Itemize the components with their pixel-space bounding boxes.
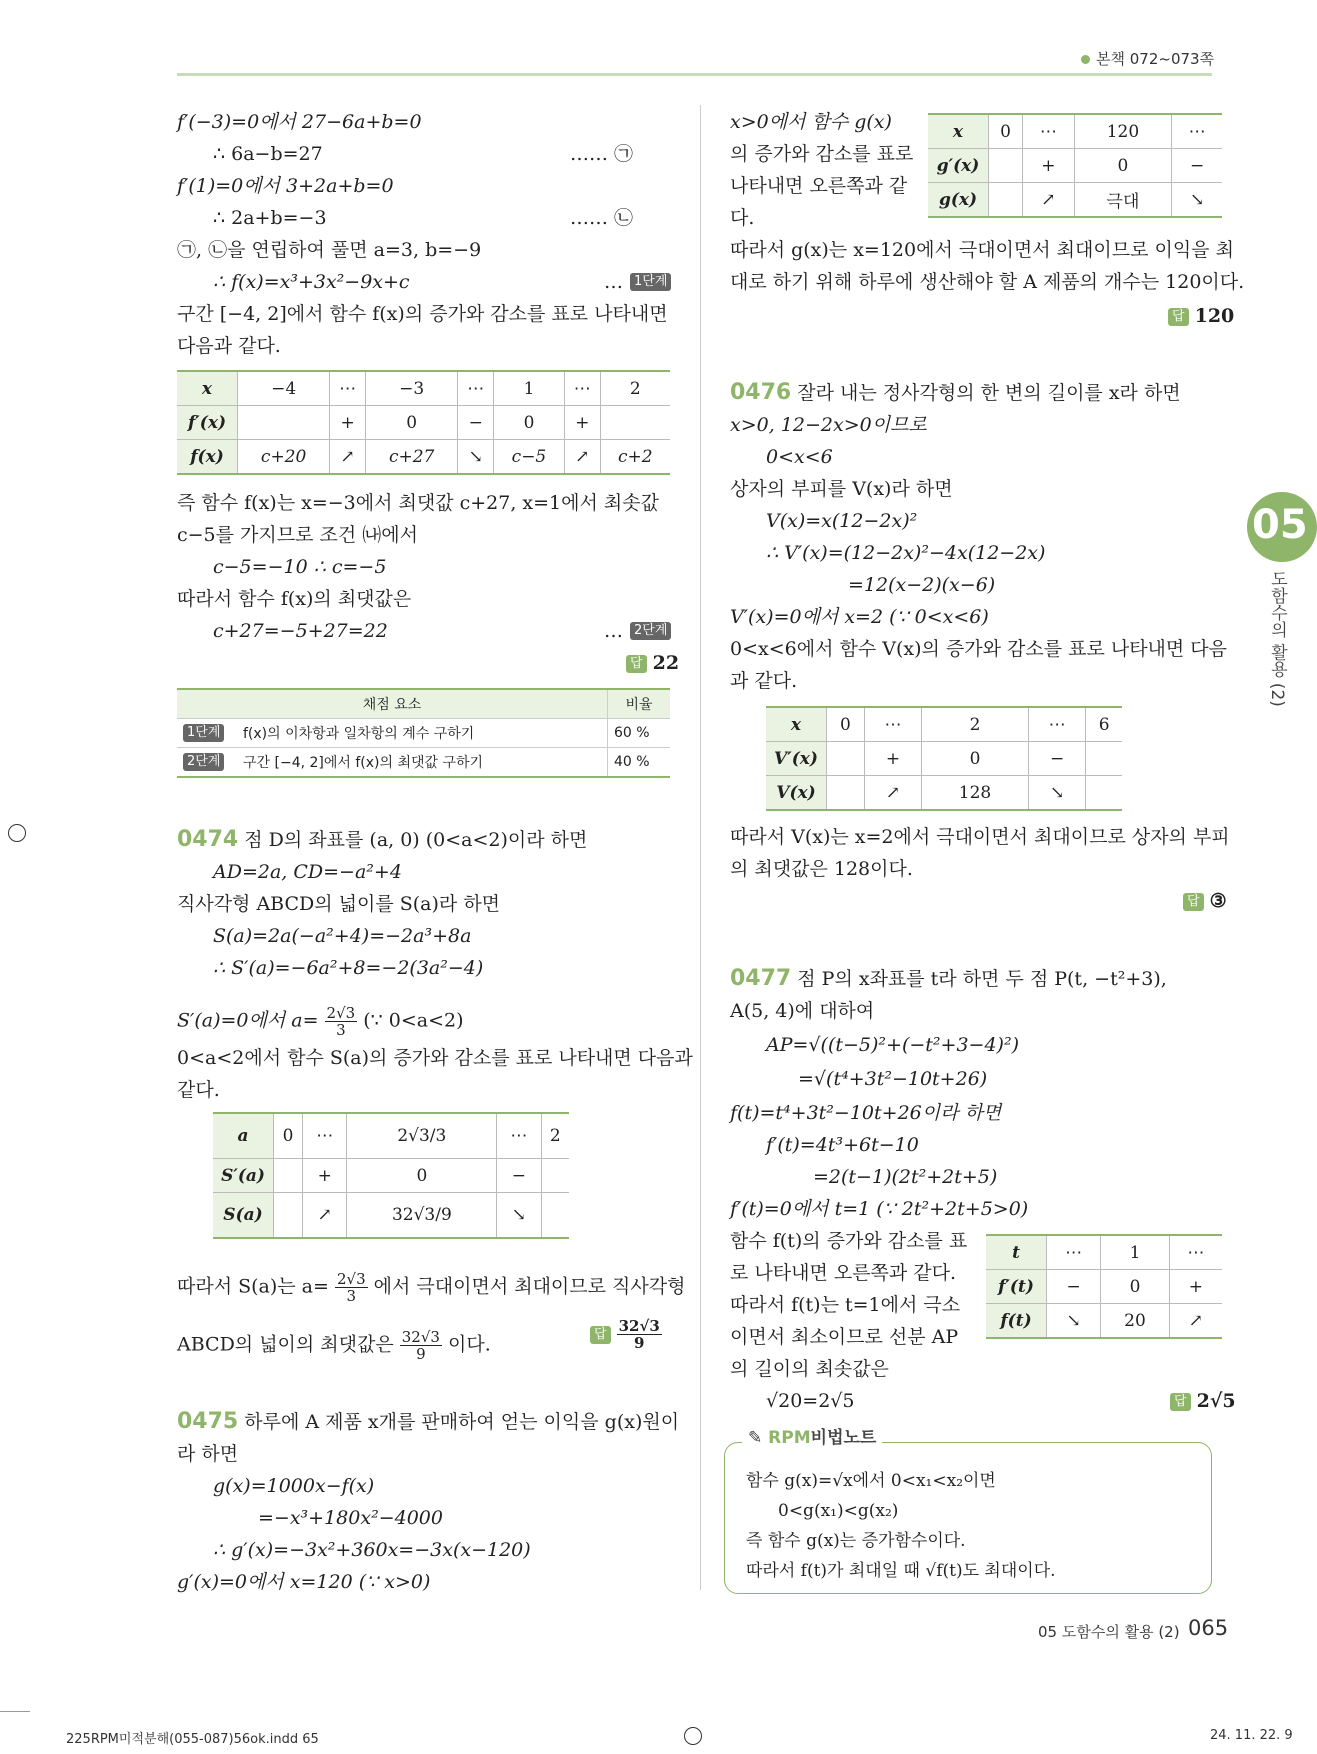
table-cell: − — [497, 1159, 541, 1193]
problem-0474-line-2: AD=2a, CD=−a²+4 — [213, 861, 402, 883]
problem-0474-line-7: 0<a<2에서 함수 S(a)의 증가와 감소를 표로 나타내면 다음과 — [177, 1047, 693, 1069]
table-cell: c+2 — [600, 440, 670, 475]
table-cell: ↗ — [1023, 183, 1075, 218]
table-cell: ⋯ — [1047, 1235, 1101, 1270]
problem-0474-line-3: 직사각형 ABCD의 넓이를 S(a)라 하면 — [177, 893, 501, 915]
numerator: 32√3 — [401, 1328, 440, 1346]
table-cell: f(x) — [177, 440, 238, 475]
table-cell: ⋯ — [1028, 707, 1085, 742]
table-cell: f′(t) — [986, 1270, 1047, 1304]
table-cell: S(a) — [213, 1193, 274, 1239]
table-cell — [989, 149, 1023, 183]
registration-mark-icon — [684, 1727, 702, 1745]
table-cell: 2√3/3 — [347, 1113, 497, 1159]
table-cell: 2 — [922, 707, 1029, 742]
answer-1 — [626, 652, 679, 674]
table-cell: − — [1047, 1270, 1101, 1304]
table-cell: ⋯ — [330, 371, 366, 406]
table-cell: 128 — [922, 776, 1029, 811]
problem-0477-line-4: =√(t⁴+3t²−10t+26) — [798, 1068, 988, 1090]
table-cell: f(x)의 이차항과 일차항의 계수 구하기 — [237, 719, 608, 748]
problem-0476-line-8: V′(x)=0에서 x=2 (∵ 0<x<6) — [730, 606, 989, 628]
eq-line-9: 즉 함수 f(x)는 x=−3에서 최댓값 c+27, x=1에서 최솟값 — [177, 492, 659, 514]
table-row — [213, 1113, 569, 1159]
answer-mark: 답 — [626, 655, 647, 673]
problem-0475-line-2: 라 하면 — [177, 1443, 239, 1465]
table-cell — [827, 742, 865, 776]
problem-0475-line-6: g′(x)=0에서 x=120 (∵ x>0) — [177, 1571, 431, 1593]
problem-0477-line-3: AP=√((t−5)²+(−t²+3−4)²) — [766, 1034, 1019, 1056]
r-0475-line-5: 따라서 g(x)는 x=120에서 극대이면서 최대이므로 이익을 최 — [730, 239, 1234, 261]
table-cell: + — [1023, 149, 1075, 183]
table-cell: g′(x) — [928, 149, 989, 183]
table-cell: ⋯ — [458, 371, 494, 406]
table-row — [213, 1193, 569, 1239]
table-ft — [986, 1234, 1222, 1339]
table-cell: ↘ — [1172, 183, 1222, 218]
table-cell: 0 — [366, 406, 458, 440]
table-cell: 0 — [922, 742, 1029, 776]
table-cell: ↘ — [1028, 776, 1085, 811]
header-dot — [1081, 55, 1090, 64]
table-cell — [541, 1159, 569, 1193]
problem-text: 이다. — [448, 1333, 491, 1356]
problem-0474-line-8: 같다. — [177, 1079, 220, 1101]
table-cell: 6 — [1086, 707, 1122, 742]
eq-line-5: ㉠, ㉡을 연립하여 풀면 a=3, b=−9 — [177, 239, 482, 261]
fraction — [617, 1318, 662, 1351]
table-cell: 2 — [600, 371, 670, 406]
table-cell: 1 — [494, 371, 565, 406]
table-cell: 120 — [1074, 114, 1171, 149]
footer-file: 225RPM미적분해(055-087)56ok.indd 65 — [66, 1732, 319, 1747]
answer-mark: 답 — [1183, 893, 1204, 911]
table-cell: − — [1028, 742, 1085, 776]
answer-0474 — [590, 1318, 662, 1351]
note-line-4: 따라서 f(t)가 최대일 때 √f(t)도 최대이다. — [746, 1561, 1056, 1581]
table-row — [986, 1235, 1222, 1270]
table-cell: 구간 [−4, 2]에서 f(x)의 최댓값 구하기 — [237, 748, 608, 778]
table-cell — [274, 1193, 303, 1239]
eq-line-3: f′(1)=0에서 3+2a+b=0 — [177, 175, 394, 197]
problem-id: 0475 — [177, 1409, 239, 1434]
table-cell — [827, 776, 865, 811]
registration-mark-icon — [8, 824, 26, 842]
denominator: 9 — [416, 1345, 426, 1363]
table-cell: x — [928, 114, 989, 149]
problem-0474-line-1 — [177, 829, 587, 851]
table-cell: f′(x) — [177, 406, 238, 440]
table-cell: 32√3/9 — [347, 1193, 497, 1239]
answer-value: 22 — [652, 652, 680, 674]
table-row — [177, 406, 670, 440]
column-divider — [700, 105, 701, 1590]
table-row — [177, 689, 670, 719]
problem-text: 따라서 S(a)는 a= — [177, 1275, 329, 1298]
table-row — [986, 1304, 1222, 1339]
grading-table — [177, 688, 670, 778]
problem-0477-line-9: 함수 f(t)의 증가와 감소를 표 — [730, 1230, 968, 1252]
table-cell: −4 — [238, 371, 330, 406]
table-cell: 극대 — [1074, 183, 1171, 218]
r-0475-line-1: x>0에서 함수 g(x) — [730, 111, 892, 133]
table-fx — [177, 370, 670, 475]
problem-0477-line-2: A(5, 4)에 대하여 — [730, 1000, 875, 1022]
problem-0477-line-12: 이면서 최소이므로 선분 AP — [730, 1326, 959, 1348]
table-cell: ⋯ — [1169, 1235, 1222, 1270]
problem-text: (∵ 0<a<2) — [363, 1009, 464, 1032]
eq-line-11: c−5=−10 ∴ c=−5 — [213, 556, 387, 578]
table-cell: ↗ — [303, 1193, 347, 1239]
footer-chapter: 05 도함수의 활용 (2) — [1038, 1623, 1180, 1641]
answer-0477 — [1170, 1390, 1236, 1412]
problem-0476-line-9: 0<x<6에서 함수 V(x)의 증가와 감소를 표로 나타내면 다음 — [730, 638, 1227, 660]
table-cell: 0 — [827, 707, 865, 742]
problem-0477-line-13: 의 길이의 최솟값은 — [730, 1358, 889, 1380]
footer-rule — [0, 1711, 30, 1712]
table-cell: 2 — [541, 1113, 569, 1159]
problem-0476-line-11: 따라서 V(x)는 x=2에서 극대이면서 최대이므로 상자의 부피 — [730, 826, 1230, 848]
problem-0476-line-6: ∴ V′(x)=(12−2x)²−4x(12−2x) — [766, 542, 1046, 564]
answer-value: 120 — [1194, 305, 1235, 327]
problem-id: 0477 — [730, 966, 792, 991]
table-cell: f(t) — [986, 1304, 1047, 1339]
eq-line-2: ∴ 6a−b=27 — [213, 143, 323, 165]
answer-mark: 답 — [590, 1326, 611, 1344]
answer-value: ③ — [1209, 890, 1227, 912]
table-row — [177, 371, 670, 406]
table-cell — [541, 1193, 569, 1239]
problem-0474-conclusion-1 — [177, 1271, 685, 1304]
numerator: 2√3 — [336, 1270, 366, 1288]
table-cell: ↗ — [1169, 1304, 1222, 1339]
note-line-3: 즉 함수 g(x)는 증가함수이다. — [746, 1531, 966, 1551]
table-cell: 40 % — [608, 748, 671, 778]
table-row — [177, 440, 670, 475]
table-cell: − — [1172, 149, 1222, 183]
table-row — [928, 183, 1222, 218]
table-cell: ↘ — [458, 440, 494, 475]
problem-0475-line-4: =−x³+180x²−4000 — [258, 1507, 443, 1529]
table-cell: − — [458, 406, 494, 440]
table-row — [766, 776, 1122, 811]
table-cell — [238, 406, 330, 440]
table-cell: + — [303, 1159, 347, 1193]
table-cell: + — [330, 406, 366, 440]
table-cell: + — [564, 406, 600, 440]
problem-text: 잘라 내는 정사각형의 한 변의 길이를 x라 하면 — [797, 382, 1181, 404]
problem-text: 점 D의 좌표를 (a, 0) (0<a<2)이라 하면 — [244, 829, 588, 851]
eq-line-4: ∴ 2a+b=−3 — [213, 207, 327, 229]
problem-0474-conclusion-2 — [177, 1329, 491, 1362]
step2-badge: 2단계 — [630, 622, 671, 640]
footer-date: 24. 11. 22. 9 — [1210, 1728, 1293, 1743]
fraction — [400, 1329, 442, 1362]
numerator: 2√3 — [326, 1004, 356, 1022]
table-cell: ⋯ — [303, 1113, 347, 1159]
table-cell: x — [766, 707, 827, 742]
eq-mark-2: …… ㉡ — [570, 207, 634, 229]
problem-text: 에서 극대이면서 최대이므로 직사각형 — [373, 1275, 686, 1298]
problem-0476-line-7: =12(x−2)(x−6) — [848, 574, 996, 596]
table-row — [928, 149, 1222, 183]
problem-0476-line-1 — [730, 382, 1181, 404]
table-cell: 0 — [989, 114, 1023, 149]
step2-dots: … — [604, 620, 623, 642]
problem-id: 0476 — [730, 380, 792, 405]
problem-0474-line-4: S(a)=2a(−a²+4)=−2a³+8a — [213, 925, 472, 947]
eq-line-13: c+27=−5+27=22 — [213, 620, 388, 642]
table-cell — [989, 183, 1023, 218]
table-cell: V′(x) — [766, 742, 827, 776]
table-cell: 0 — [494, 406, 565, 440]
table-cell: ↗ — [564, 440, 600, 475]
fraction — [325, 1005, 358, 1038]
problem-0475-line-5: ∴ g′(x)=−3x²+360x=−3x(x−120) — [213, 1539, 531, 1561]
problem-0475-line-1 — [177, 1411, 679, 1433]
table-cell: 0 — [1074, 149, 1171, 183]
table-cell: 60 % — [608, 719, 671, 748]
table-cell: V(x) — [766, 776, 827, 811]
problem-0477-line-11: 따라서 f(t)는 t=1에서 극소 — [730, 1294, 961, 1316]
table-row — [766, 742, 1122, 776]
step1-dots: … — [604, 271, 623, 293]
problem-0475-line-3: g(x)=1000x−f(x) — [213, 1475, 375, 1497]
note-label: 비법노트 — [810, 1428, 877, 1448]
table-cell: g(x) — [928, 183, 989, 218]
table-row — [986, 1270, 1222, 1304]
problem-0477-line-14: √20=2√5 — [766, 1390, 855, 1412]
problem-0476-line-5: V(x)=x(12−2x)² — [766, 510, 918, 532]
table-cell: a — [213, 1113, 274, 1159]
eq-line-1: f′(−3)=0에서 27−6a+b=0 — [177, 111, 422, 133]
note-line-1: 함수 g(x)=√x에서 0<x₁<x₂이면 — [746, 1471, 996, 1491]
step-badge: 1단계 — [183, 724, 224, 742]
header-ref: 본책 072~073쪽 — [1096, 50, 1215, 68]
eq-mark-1: …… ㉠ — [570, 143, 634, 165]
table-cell: t — [986, 1235, 1047, 1270]
table-cell: ⋯ — [864, 707, 921, 742]
table-cell: ⋯ — [1023, 114, 1075, 149]
table-cell: ↗ — [864, 776, 921, 811]
problem-0476-line-2: x>0, 12−2x>0이므로 — [730, 414, 927, 436]
rpm-label: RPM — [768, 1428, 811, 1448]
table-cell: 채점 요소 — [177, 689, 608, 719]
table-cell — [274, 1159, 303, 1193]
eq-line-6: ∴ f(x)=x³+3x²−9x+c — [213, 271, 410, 293]
problem-0477-line-8: f′(t)=0에서 t=1 (∵ 2t²+2t+5>0) — [730, 1198, 1029, 1220]
eq-line-12: 따라서 함수 f(x)의 최댓값은 — [177, 588, 412, 610]
chapter-tab-text: 도함수의 활용 (2) — [1267, 570, 1287, 707]
problem-text: 하루에 A 제품 x개를 판매하여 얻는 이익을 g(x)원이 — [244, 1411, 680, 1433]
page-number: 065 — [1188, 1616, 1229, 1640]
header-rule — [177, 73, 1212, 76]
table-cell: 0 — [347, 1159, 497, 1193]
table-cell: 0 — [1101, 1270, 1169, 1304]
problem-0474-line-6 — [177, 1005, 464, 1038]
table-cell: + — [864, 742, 921, 776]
problem-0476-line-4: 상자의 부피를 V(x)라 하면 — [730, 478, 953, 500]
answer-0476 — [1183, 890, 1227, 912]
problem-text: S′(a)=0에서 a= — [177, 1009, 319, 1032]
fraction — [335, 1271, 368, 1304]
table-cell — [600, 406, 670, 440]
table-row — [177, 719, 670, 748]
problem-0474-line-5: ∴ S′(a)=−6a²+8=−2(3a²−4) — [213, 957, 484, 979]
table-vx — [766, 706, 1122, 811]
problem-0477-line-5: f(t)=t⁴+3t²−10t+26이라 하면 — [730, 1102, 1002, 1124]
chapter-tab-number: 05 — [1252, 502, 1308, 548]
pencil-icon: ✎ — [748, 1428, 763, 1448]
table-cell: ↘ — [497, 1193, 541, 1239]
table-cell: 1 — [1101, 1235, 1169, 1270]
answer-mark: 답 — [1170, 1393, 1191, 1411]
table-cell: c+20 — [238, 440, 330, 475]
table-cell: ⋯ — [1172, 114, 1222, 149]
denominator: 9 — [633, 1334, 645, 1352]
problem-0476-line-12: 의 최댓값은 128이다. — [730, 858, 913, 880]
r-0475-line-2: 의 증가와 감소를 표로 — [730, 143, 914, 165]
table-cell: ⋯ — [497, 1113, 541, 1159]
problem-0477-line-6: f′(t)=4t³+6t−10 — [766, 1134, 919, 1156]
problem-text: ABCD의 넓이의 최댓값은 — [177, 1333, 394, 1356]
r-0475-line-6: 대로 하기 위해 하루에 생산해야 할 A 제품의 개수는 120이다. — [730, 271, 1245, 293]
table-cell: x — [177, 371, 238, 406]
answer-value: 2√5 — [1196, 1390, 1236, 1412]
table-cell — [1086, 776, 1122, 811]
table-cell: S′(a) — [213, 1159, 274, 1193]
answer-mark: 답 — [1168, 308, 1189, 326]
table-cell: 20 — [1101, 1304, 1169, 1339]
problem-0477-line-7: =2(t−1)(2t²+2t+5) — [813, 1166, 998, 1188]
table-row — [213, 1159, 569, 1193]
table-row — [928, 114, 1222, 149]
table-gx — [928, 113, 1222, 218]
table-row — [177, 748, 670, 778]
table-cell: ↗ — [330, 440, 366, 475]
table-cell: + — [1169, 1270, 1222, 1304]
table-cell: c+27 — [366, 440, 458, 475]
problem-0476-line-3: 0<x<6 — [766, 446, 833, 468]
problem-0476-line-10: 과 같다. — [730, 670, 798, 692]
table-cell: 비율 — [608, 689, 671, 719]
step1-badge: 1단계 — [630, 273, 671, 291]
r-0475-line-4: 다. — [730, 207, 755, 229]
note-line-2: 0<g(x₁)<g(x₂) — [778, 1501, 899, 1521]
problem-0477-line-1 — [730, 968, 1167, 990]
eq-line-7: 구간 [−4, 2]에서 함수 f(x)의 증가와 감소를 표로 나타내면 — [177, 303, 668, 325]
r-0475-line-3: 나타내면 오른쪽과 같 — [730, 175, 908, 197]
table-row — [766, 707, 1122, 742]
problem-id: 0474 — [177, 827, 239, 852]
eq-line-10: c−5를 가지므로 조건 ㈏에서 — [177, 524, 418, 546]
eq-line-8: 다음과 같다. — [177, 335, 281, 357]
table-cell: ⋯ — [564, 371, 600, 406]
table-cell: c−5 — [494, 440, 565, 475]
numerator: 32√3 — [618, 1317, 660, 1335]
table-cell: −3 — [366, 371, 458, 406]
table-cell: 0 — [274, 1113, 303, 1159]
denominator: 3 — [346, 1287, 357, 1305]
answer-0475 — [1168, 305, 1234, 327]
denominator: 3 — [336, 1021, 346, 1039]
step-badge: 2단계 — [183, 753, 224, 771]
problem-0477-line-10: 로 나타내면 오른쪽과 같다. — [730, 1262, 957, 1284]
table-cell: ↘ — [1047, 1304, 1101, 1339]
table-cell — [1086, 742, 1122, 776]
problem-text: 점 P의 x좌표를 t라 하면 두 점 P(t, −t²+3), — [797, 968, 1167, 990]
rpm-note-title — [742, 1423, 882, 1448]
table-sa — [213, 1112, 569, 1239]
